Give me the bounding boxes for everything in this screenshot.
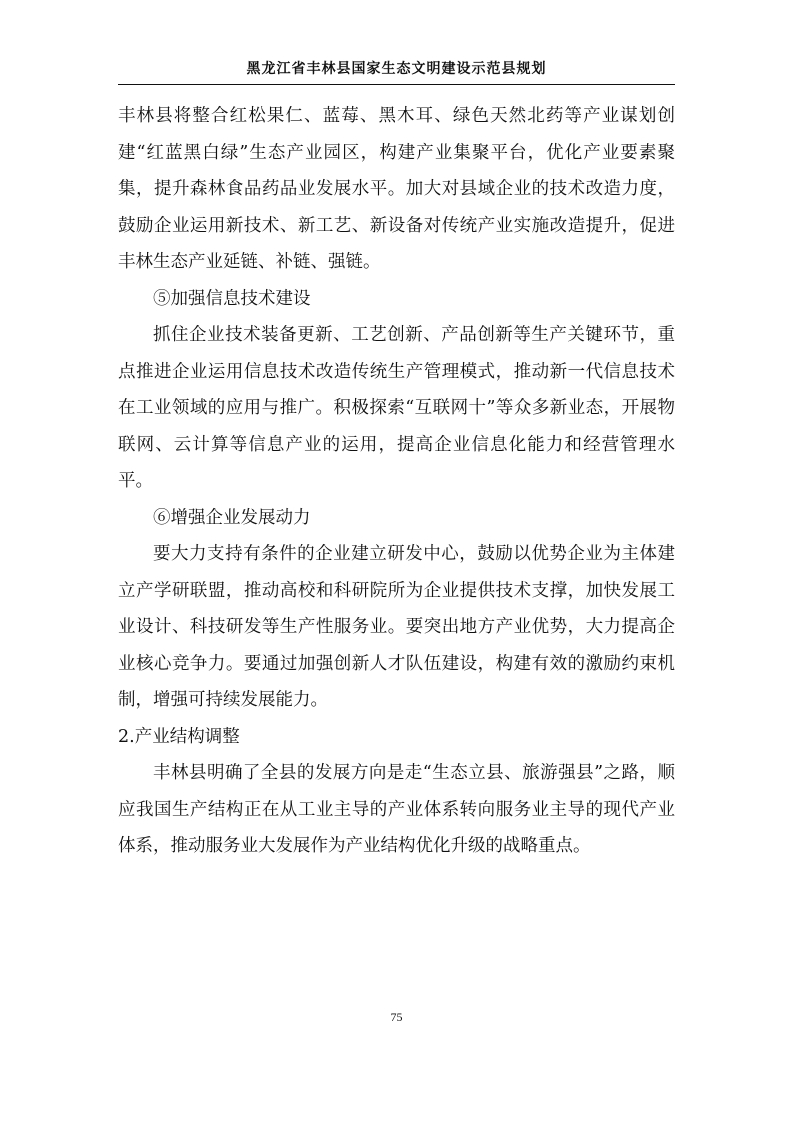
subsection-heading: ⑥增强企业发展动力 bbox=[153, 507, 311, 528]
header-divider bbox=[118, 84, 675, 85]
section-heading: 2.产业结构调整 bbox=[118, 726, 240, 747]
page-number: 75 bbox=[390, 1010, 403, 1024]
body-paragraph: 抓住企业技术装备更新、工艺创新、产品创新等生产关键环节，重点推进企业运用信息技术改造传统生产管理模式，推动新一代信息技术在工业领域的应用与推广。积极探索“互联网十”等众多新业态，开展物联网、云计算等信息产业的运用，提高企业信息化能力和经营管理水平。 bbox=[118, 325, 675, 491]
body-paragraph: 丰林县明确了全县的发展方向是走“生态立县、旅游强县”之路，顺应我国生产结构正在从工业主导的产业体系转向服务业主导的现代产业体系，推动服务业大发展作为产业结构优化升级的战略重点。 bbox=[118, 763, 675, 856]
subsection-heading: ⑤加强信息技术建设 bbox=[153, 288, 311, 309]
body-paragraph: 要大力支持有条件的企业建立研发中心，鼓励以优势企业为主体建立产学研联盟，推动高校和科研院所为企业提供技术支撑，加快发展工业设计、科技研发等生产性服务业。要突出地方产业优势，大力提高企业核心竞争力。要通过加强创新人才队伍建设，构建有效的激励约束机制，增强可持续发展能力。 bbox=[118, 544, 675, 710]
body-paragraph: 丰林县将整合红松果仁、蓝莓、黑木耳、绿色天然北药等产业谋划创建“红蓝黑白绿”生态产业园区，构建产业集聚平台，优化产业要素聚集，提升森林食品药品业发展水平。加大对县域企业的技术改造力度，鼓励企业运用新技术、新工艺、新设备对传统产业实施改造提升，促进丰林生态产业延链、补链、强链。 bbox=[118, 106, 675, 272]
document-body bbox=[118, 98, 675, 865]
running-header: 黑龙江省丰林县国家生态文明建设示范县规划 bbox=[246, 61, 547, 77]
